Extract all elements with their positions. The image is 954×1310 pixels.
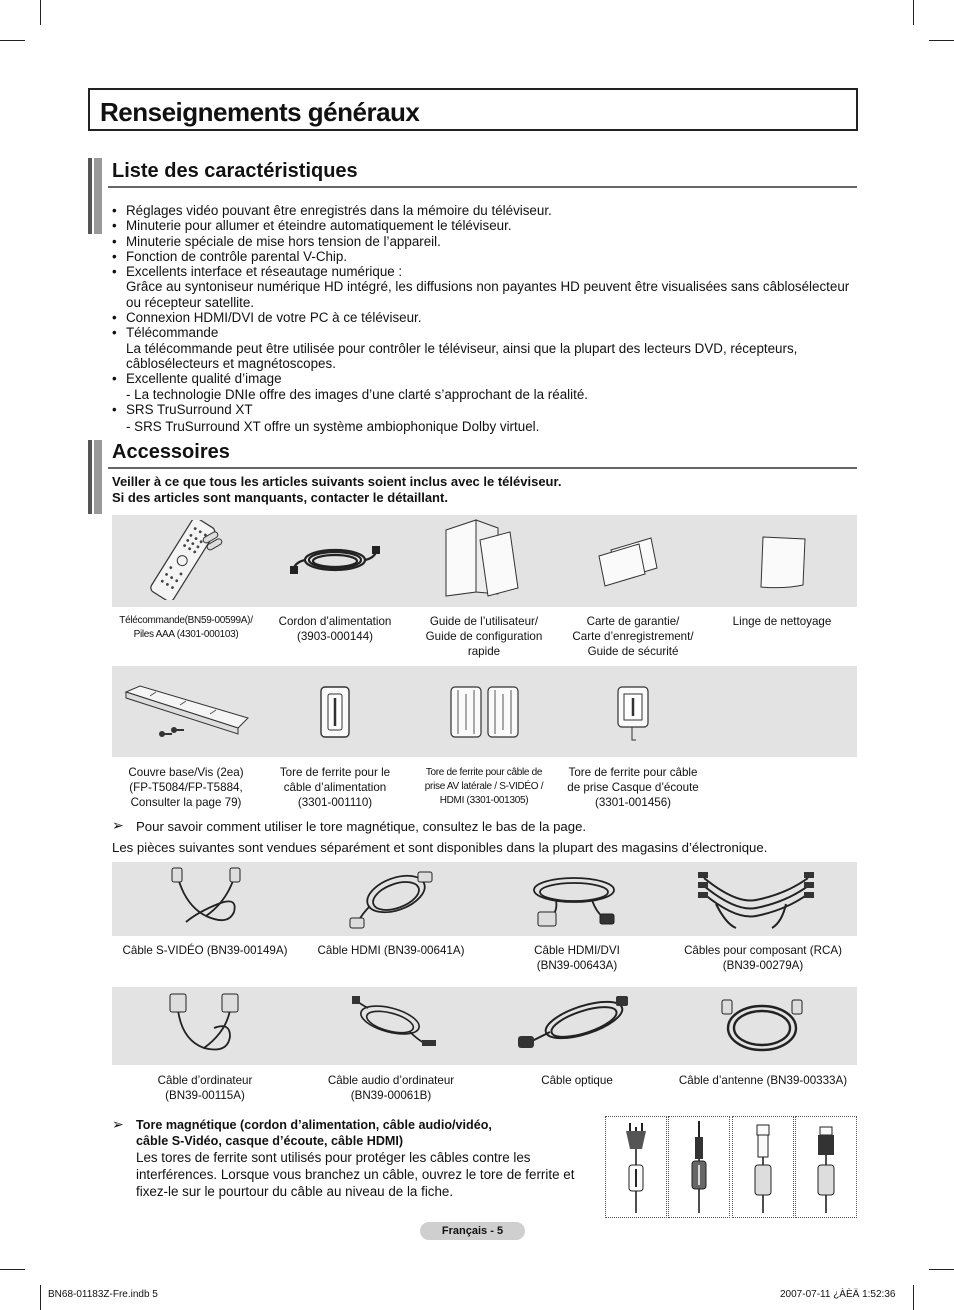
power-cord-icon — [290, 540, 380, 580]
section-rule — [108, 467, 857, 469]
accessory-caption: Câble S-VIDÉO (BN39-00149A) — [122, 944, 288, 957]
accessory-caption: Linge de nettoyage — [732, 615, 832, 628]
accessory-caption: Câble d’antenne (BN39-00333A) — [678, 1074, 848, 1087]
crop-mark — [929, 40, 954, 41]
features-heading: Liste des caractéristiques — [112, 160, 358, 182]
list-item: • Minuterie spéciale de mise hors tension de l’appareil. — [112, 233, 441, 249]
power-plug-icon — [606, 1117, 666, 1217]
svideo-plug-icon — [733, 1117, 793, 1217]
ferrite-hdmi-plug-image — [795, 1116, 857, 1218]
hdmi-cable-icon — [346, 866, 436, 932]
audio-plug-icon — [669, 1117, 729, 1217]
crop-mark — [913, 1285, 914, 1310]
ferrite-core-pair-icon — [448, 684, 522, 740]
list-item: • Connexion HDMI/DVI de votre PC à ce téléviseur. — [112, 310, 422, 326]
accessory-caption: Télécommande(BN59-00599A)/ Piles AAA (4301-000103) — [119, 615, 253, 640]
list-item: • Minuterie pour allumer et éteindre automatiquement le téléviseur. — [112, 218, 512, 234]
list-item: • Réglages vidéo pouvant être enregistrés dans la mémoire du téléviseur. — [112, 203, 552, 218]
list-item: • Excellents interface et réseautage numérique : Grâce au syntoniseur numérique HD intégré, les diffusions non payantes HD peuvent être visualisées sans câblosélecteur ou récepteur satellite. — [112, 264, 850, 310]
sold-separately-note: Les pièces suivantes sont vendues séparément et sont disponibles dans la plupart des magasins d’électronique. — [112, 840, 768, 855]
cards-icon — [595, 532, 660, 587]
base-cover-icon — [120, 678, 252, 744]
list-item: • Fonction de contrôle parental V-Chip. — [112, 248, 348, 264]
ferrite-core-icon — [318, 684, 352, 740]
crop-mark — [40, 1285, 41, 1310]
optical-cable-icon — [516, 992, 632, 1056]
ferrite-section-text: Tore magnétique (cordon d’alimentation, câble audio/vidéo, câble S-Vidéo, casque d’écoute, câble HDMI) Les tores de ferrite sont utilisés pour protéger les câbles contre les interférences. Lorsque vous branchez un câble, ouvrez le tore de ferrite et fixez-le sur le pourtour du câble au niveau de la fiche. — [136, 1118, 575, 1199]
section-bar — [88, 158, 102, 234]
arrow-note-icon: ➢ — [112, 817, 124, 833]
arrow-note-icon: ➢ — [112, 1116, 124, 1132]
accessory-caption: Câble d’ordinateur (BN39-00115A) — [157, 1074, 253, 1102]
pc-cable-icon — [164, 992, 244, 1062]
footer-file-name: BN68-01183Z-Fre.indb 5 — [48, 1289, 158, 1300]
list-item: • Excellente qualité d’image - La technologie DNIe offre des images d’une clarté s’approchant de la réalité. — [112, 371, 589, 402]
section-bar — [88, 440, 102, 514]
page-number-badge: Français - 5 — [420, 1222, 525, 1240]
list-item: • SRS TruSurround XT - SRS TruSurround XT offre un système ambiophonique Dolby virtuel. — [112, 401, 540, 435]
pc-audio-cable-icon — [350, 996, 440, 1056]
ferrite-svideo-plug-image — [732, 1116, 794, 1218]
ferrite-core-small-icon — [612, 684, 654, 746]
accessories-intro: Veiller à ce que tous les articles suivants soient inclus avec le téléviseur. Si des articles sont manquants, contacter le détaillant. — [112, 474, 562, 505]
ferrite-power-plug-image — [605, 1116, 667, 1218]
crop-mark — [0, 1269, 25, 1270]
cloth-icon — [755, 533, 810, 593]
hdmi-dvi-cable-icon — [526, 866, 626, 932]
manual-icon — [440, 518, 525, 598]
svideo-cable-icon — [166, 866, 246, 932]
accessory-caption: Carte de garantie/ Carte d’enregistrement/ Guide de sécurité — [572, 615, 694, 658]
antenna-cable-icon — [712, 994, 812, 1058]
remote-icon — [140, 520, 240, 600]
accessory-caption: Câble audio d’ordinateur (BN39-00061B) — [327, 1074, 455, 1102]
crop-mark — [929, 1269, 954, 1270]
accessory-caption: Câbles pour composant (RCA) (BN39-00279A) — [684, 944, 842, 972]
accessory-caption: Guide de l’utilisateur/ Guide de configuration rapide — [425, 615, 543, 658]
accessory-caption: Couvre base/Vis (2ea) (FP-T5084/FP-T5884, Consulter la page 79) — [128, 766, 244, 809]
accessory-caption: Câble HDMI/DVI (BN39-00643A) — [534, 944, 620, 972]
list-item: • Télécommande La télécommande peut être utilisée pour contrôler le téléviseur, ainsi que la plupart des lecteurs DVD, récepteurs, câblosélecteurs et magnétoscopes. — [112, 325, 798, 371]
accessories-heading: Accessoires — [112, 441, 230, 463]
crop-mark — [0, 40, 25, 41]
accessory-caption: Câble optique — [541, 1074, 613, 1087]
hdmi-plug-icon — [796, 1117, 856, 1217]
crop-mark — [913, 0, 914, 25]
accessory-caption: Cordon d’alimentation (3903-000144) — [278, 615, 392, 643]
accessory-caption: Tore de ferrite pour câble de prise AV latérale / S-VIDÉO / HDMI (3301-001305) — [424, 767, 544, 806]
component-cable-icon — [696, 864, 816, 934]
accessory-caption: Tore de ferrite pour le câble d’alimentation (3301-001110) — [279, 766, 391, 809]
page-title: Renseignements généraux — [100, 97, 420, 127]
accessory-caption: Câble HDMI (BN39-00641A) — [317, 944, 465, 957]
crop-mark — [40, 0, 41, 25]
ferrite-note: Pour savoir comment utiliser le tore magnétique, consultez le bas de la page. — [136, 819, 587, 834]
accessory-caption: Tore de ferrite pour câble de prise Casque d’écoute (3301-001456) — [567, 766, 699, 809]
ferrite-audio-plug-image — [668, 1116, 730, 1218]
feature-list — [112, 203, 852, 434]
footer-timestamp: 2007-07-11 ¿ÀÈÄ 1:52:36 — [780, 1289, 896, 1300]
section-rule — [108, 186, 857, 188]
page-title-box — [88, 88, 858, 131]
